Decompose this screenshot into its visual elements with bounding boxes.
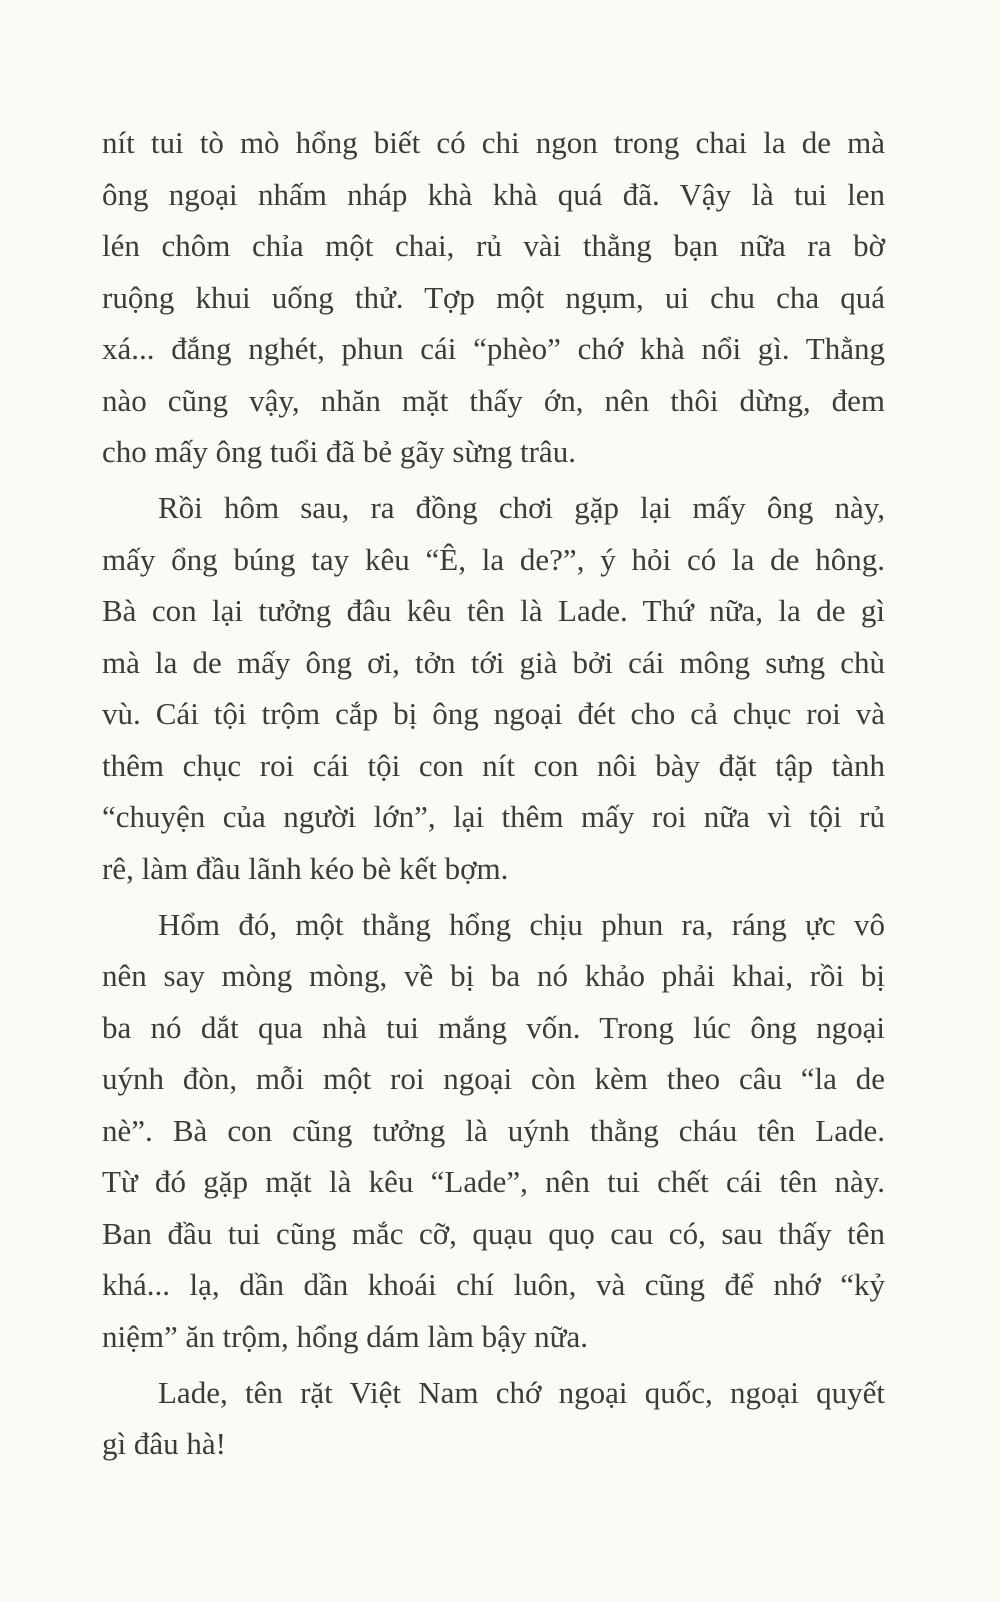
text-line: Bà con lại tưởng đâu kêu tên là Lade. Thứ nữa, la de gì — [102, 593, 885, 628]
paragraph-1 — [102, 117, 885, 478]
text-line: ba nó dắt qua nhà tui mắng vốn. Trong lúc ông ngoại — [102, 1009, 885, 1045]
text-line: ông ngoại nhấm nháp khà khà quá đã. Vậy là tui len — [102, 176, 885, 212]
text-line: khá... lạ, dần dần khoái chí luôn, và cũng để nhớ “kỷ — [102, 1267, 885, 1302]
text-line: Lade, tên rặt Việt Nam chớ ngoại quốc, ngoại quyết — [158, 1374, 885, 1410]
paragraph-3 — [102, 899, 885, 1363]
text-line: nè”. Bà con cũng tưởng là uýnh thằng cháu tên Lade. — [102, 1112, 885, 1148]
paragraph-2 — [102, 482, 885, 894]
text-line: lén chôm chỉa một chai, rủ vài thằng bạn nữa ra bờ — [102, 228, 885, 263]
text-line: mấy ổng búng tay kêu “Ê, la de?”, ý hỏi có la de hông. — [102, 541, 885, 577]
text-line: uýnh đòn, mỗi một roi ngoại còn kèm theo câu “la de — [102, 1061, 885, 1096]
text-line: ruộng khui uống thử. Tợp một ngụm, ui chu cha quá — [102, 279, 885, 315]
text-line: vù. Cái tội trộm cắp bị ông ngoại đét cho cả chục roi và — [102, 696, 885, 731]
text-line: Hổm đó, một thằng hổng chịu phun ra, ráng ực vô — [158, 906, 885, 942]
text-line: rê, làm đầu lãnh kéo bè kết bợm. — [102, 850, 509, 886]
text-line: “chuyện của người lớn”, lại thêm mấy roi nữa vì tội rủ — [102, 799, 885, 834]
text-line: niệm” ăn trộm, hổng dám làm bậy nữa. — [102, 1318, 588, 1354]
text-line: cho mấy ông tuổi đã bẻ gãy sừng trâu. — [102, 434, 576, 469]
paragraph-4 — [102, 1367, 885, 1470]
text-line: mà la de mấy ông ơi, tởn tới già bởi cái mông sưng chù — [102, 644, 885, 680]
page-body-text — [102, 117, 885, 1474]
text-line: thêm chục roi cái tội con nít con nôi bày đặt tập tành — [102, 747, 885, 783]
text-line: Từ đó gặp mặt là kêu “Lade”, nên tui chết cái tên này. — [102, 1164, 885, 1199]
text-line: nít tui tò mò hổng biết có chi ngon trong chai la de mà — [102, 125, 885, 160]
text-line: nào cũng vậy, nhăn mặt thấy ớn, nên thôi dừng, đem — [102, 382, 885, 418]
text-line: nên say mòng mòng, về bị ba nó khảo phải khai, rồi bị — [102, 958, 885, 993]
text-line: Ban đầu tui cũng mắc cỡ, quạu quọ cau có, sau thấy tên — [102, 1215, 885, 1251]
text-line: gì đâu hà! — [102, 1426, 226, 1461]
text-line: Rồi hôm sau, ra đồng chơi gặp lại mấy ông này, — [158, 490, 885, 525]
text-line: xá... đắng nghét, phun cái “phèo” chớ khà nổi gì. Thằng — [102, 331, 885, 366]
